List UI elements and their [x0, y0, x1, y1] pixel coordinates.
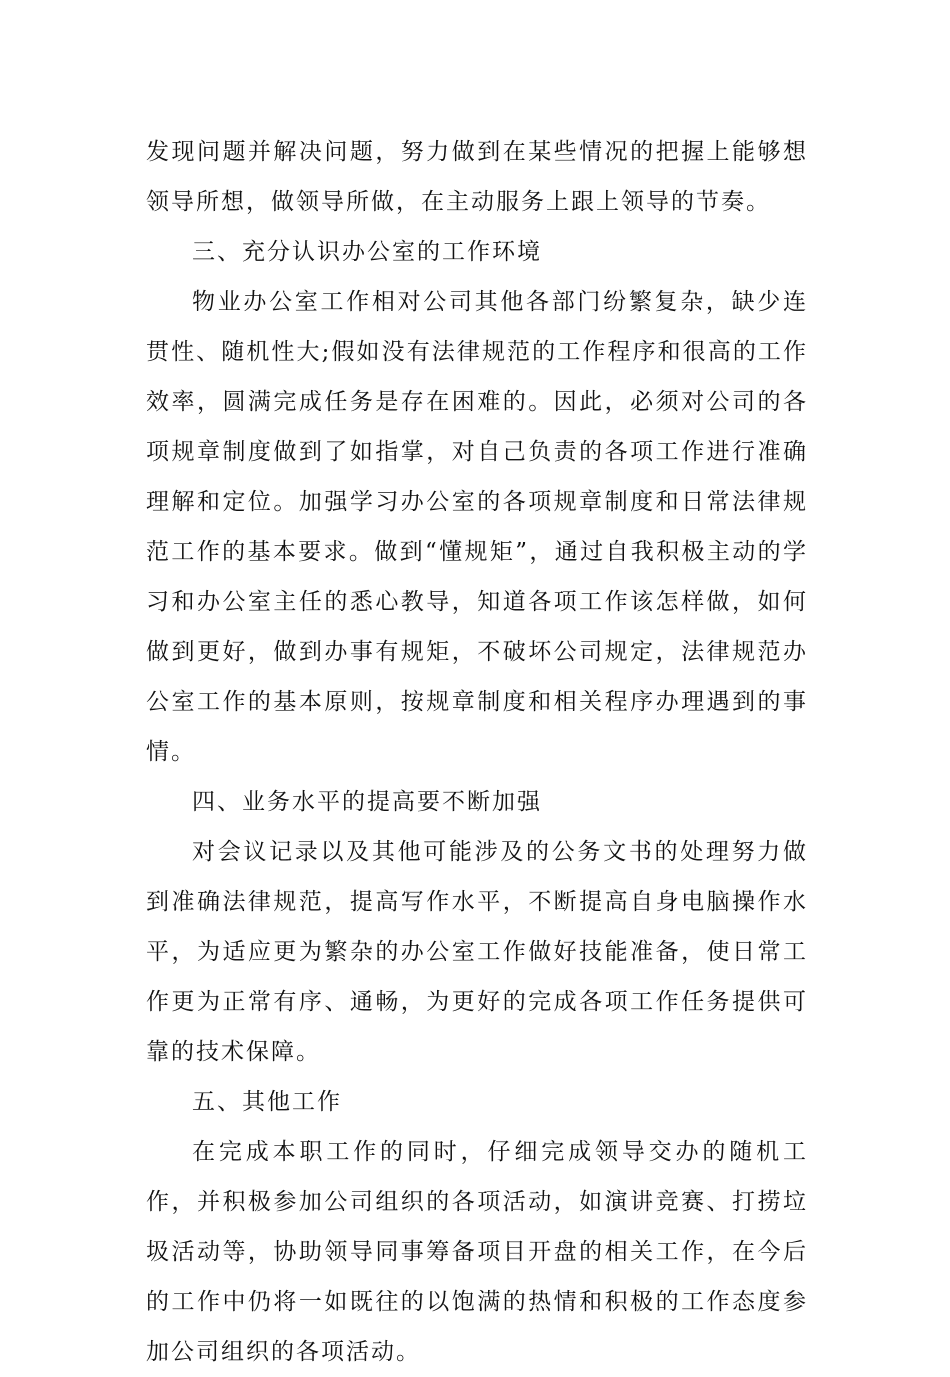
- paragraph-continuation: 发现问题并解决问题，努力做到在某些情况的把握上能够想领导所想，做领导所做，在主动服务上跟上领导的节奏。: [146, 139, 808, 215]
- paragraph-business-level: 对会议记录以及其他可能涉及的公务文书的处理努力做到准确法律规范，提高写作水平，不断提高自身电脑操作水平，为适应更为繁杂的办公室工作做好技能准备，使日常工作更为正常有序、通畅，为更好的完成各项工作任务提供可靠的技术保障。: [146, 839, 808, 1065]
- section-heading-4: 四、业务水平的提高要不断加强: [192, 789, 542, 815]
- paragraph-work-environment: 物业办公室工作相对公司其他各部门纷繁复杂，缺少连贯性、随机性大;假如没有法律规范的工作程序和很高的工作效率，圆满完成任务是存在困难的。因此，必须对公司的各项规章制度做到了如指掌，对自己负责的各项工作进行准确理解和定位。加强学习办公室的各项规章制度和日常法律规范工作的基本要求。做到“懂规矩”，通过自我积极主动的学习和办公室主任的悉心教导，知道各项工作该怎样做，如何做到更好，做到办事有规矩，不破坏公司规定，法律规范办公室工作的基本原则，按规章制度和相关程序办理遇到的事情。: [146, 289, 808, 765]
- document-body: [146, 127, 808, 1377]
- section-heading-5: 五、其他工作: [192, 1089, 342, 1115]
- paragraph-other-work: 在完成本职工作的同时，仔细完成领导交办的随机工作，并积极参加公司组织的各项活动，如演讲竞赛、打捞垃圾活动等，协助领导同事筹备项目开盘的相关工作，在今后的工作中仍将一如既往的以饱满的热情和积极的工作态度参加公司组织的各项活动。: [146, 1139, 808, 1365]
- section-heading-3: 三、充分认识办公室的工作环境: [192, 239, 542, 265]
